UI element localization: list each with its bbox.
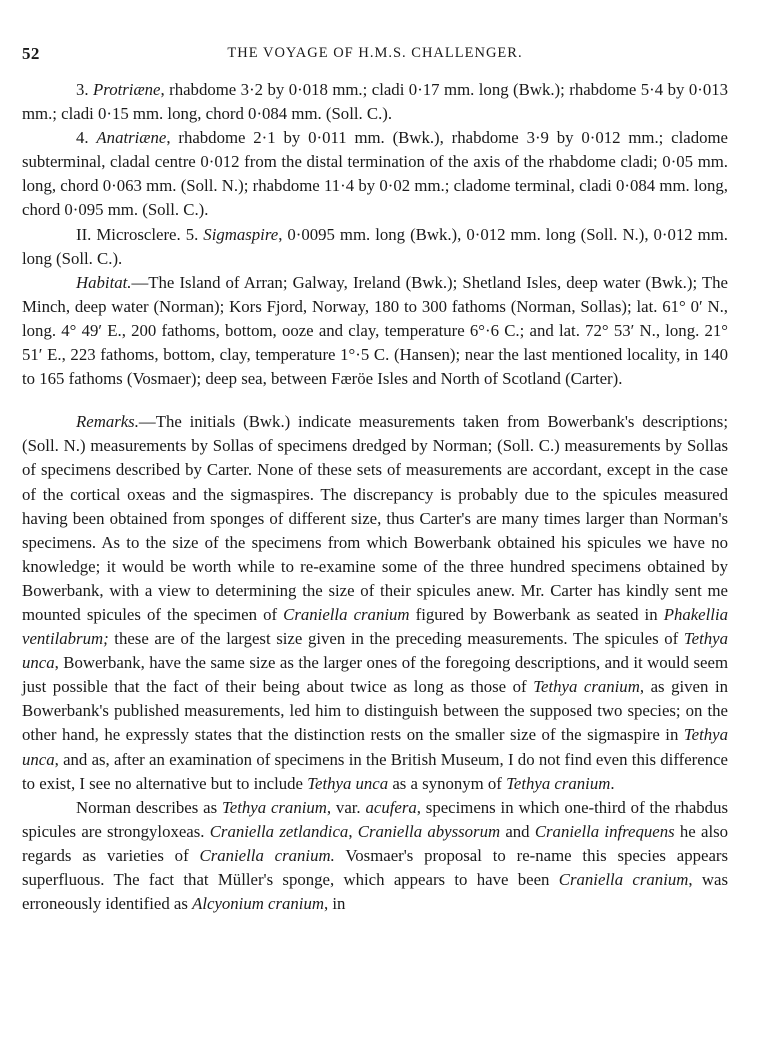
running-title: THE VOYAGE OF H.M.S. CHALLENGER. <box>227 45 523 61</box>
measurement-anatriaene: 4. Anatriæne, rhabdome 2·1 by 0·011 mm. (Bwk.), rhabdome 3·9 by 0·012 mm.; cladome subterminal, cladal centre 0·012 from the distal termination of the axis of the rhabdome cladi; 0·05 mm. long, chord 0·063 mm. (Soll. N.); rhabdome 11·4 by 0·02 mm.; cladome terminal, cladi 0·084 mm. long, chord 0·095 mm. (Soll. C.). <box>22 128 728 220</box>
term-sigmaspire: Sigmaspire <box>203 224 279 244</box>
page-header <box>22 44 728 70</box>
microsclere-paragraph: II. Microsclere. 5. Sigmaspire, 0·0095 mm. long (Bwk.), 0·012 mm. long (Soll. N.), 0·012 mm. long (Soll. C.). <box>22 224 728 268</box>
remarks-label: Remarks. <box>76 412 139 432</box>
habitat-label: Habitat. <box>76 272 132 292</box>
term-anatriaene: Anatriæne <box>96 128 167 148</box>
measurement-protriaene: 3. Protriæne, rhabdome 3·2 by 0·018 mm.; cladi 0·17 mm. long (Bwk.); rhabdome 5·4 by 0·013 mm.; cladi 0·15 mm. long, chord 0·084 mm. (Soll. C.). <box>22 80 728 124</box>
norman-paragraph: Norman describes as Tethya cranium, var. acufera, specimens in which one-third of the rhabdus spicules are strongyloxeas. Craniella zetlandica, Craniella abyssorum and Craniella infrequens he also regards as varieties of Craniella cranium. Vosmaer's proposal to re-name this species appears superfluous. The fact that Müller's sponge, which appears to have been Craniella cranium, was erroneously identified as Alcyonium cranium, in <box>22 797 729 914</box>
remarks-paragraph: Remarks.—The initials (Bwk.) indicate measurements taken from Bowerbank's descriptions; (Soll. N.) measurements by Sollas of specimens dredged by Norman; (Soll. C.) measurements by Sollas of specimens described by Carter. None of these sets of measurements are accordant, except in the case of the cortical oxeas and the sigmaspires. The discrepancy is probably due to the spicules measured having been obtained from sponges of different size, thus Carter's are many times larger than Norman's specimens. As to the size of the specimens from which Bowerbank obtained his spicules we have no knowledge; it would be worth while to re-examine some of the three hundred specimens obtained by Bowerbank, with a view to determining the size of their spicules anew. Mr. Carter has kindly sent me mounted spicules of the specimen of Craniella cranium figured by Bowerbank as seated in Phakellia ventilabrum; these are of the largest size given in the preceding measurements. The spicules of Tethya unca, Bowerbank, have the same size as the larger ones of the foregoing descriptions, and it would seem just possible that the fact of their being about twice as long as those of Tethya cranium, as given in Bowerbank's published measurements, led him to distinguish between the supposed two species; on the other hand, he expressly states that the distinction rests on the smaller size of the sigmaspire in Tethya unca, and as, after an examination of specimens in the British Museum, I do not find even this difference to exist, I see no alternative but to include Tethya unca as a synonym of Tethya cranium. <box>22 412 728 793</box>
term-protriaene: Protriæne <box>93 80 161 99</box>
page-number: 52 <box>22 44 40 63</box>
habitat-paragraph: Habitat.—The Island of Arran; Galway, Ireland (Bwk.); Shetland Isles, deep water (Bwk.); The Minch, deep water (Norman); Kors Fjord, Norway, 180 to 300 fathoms (Norman, Sollas); lat. 61° 0′ N., long. 4° 49′ E., 200 fathoms, bottom, ooze and clay, temperature 6°·6 C.; and lat. 72° 53′ N., long. 21° 51′ E., 223 fathoms, bottom, clay, temperature 1°·5 C. (Hansen); near the last mentioned locality, in 140 to 165 fathoms (Vosmaer); deep sea, between Færöe Isles and North of Scotland (Carter). <box>22 272 728 389</box>
book-page <box>22 44 728 916</box>
